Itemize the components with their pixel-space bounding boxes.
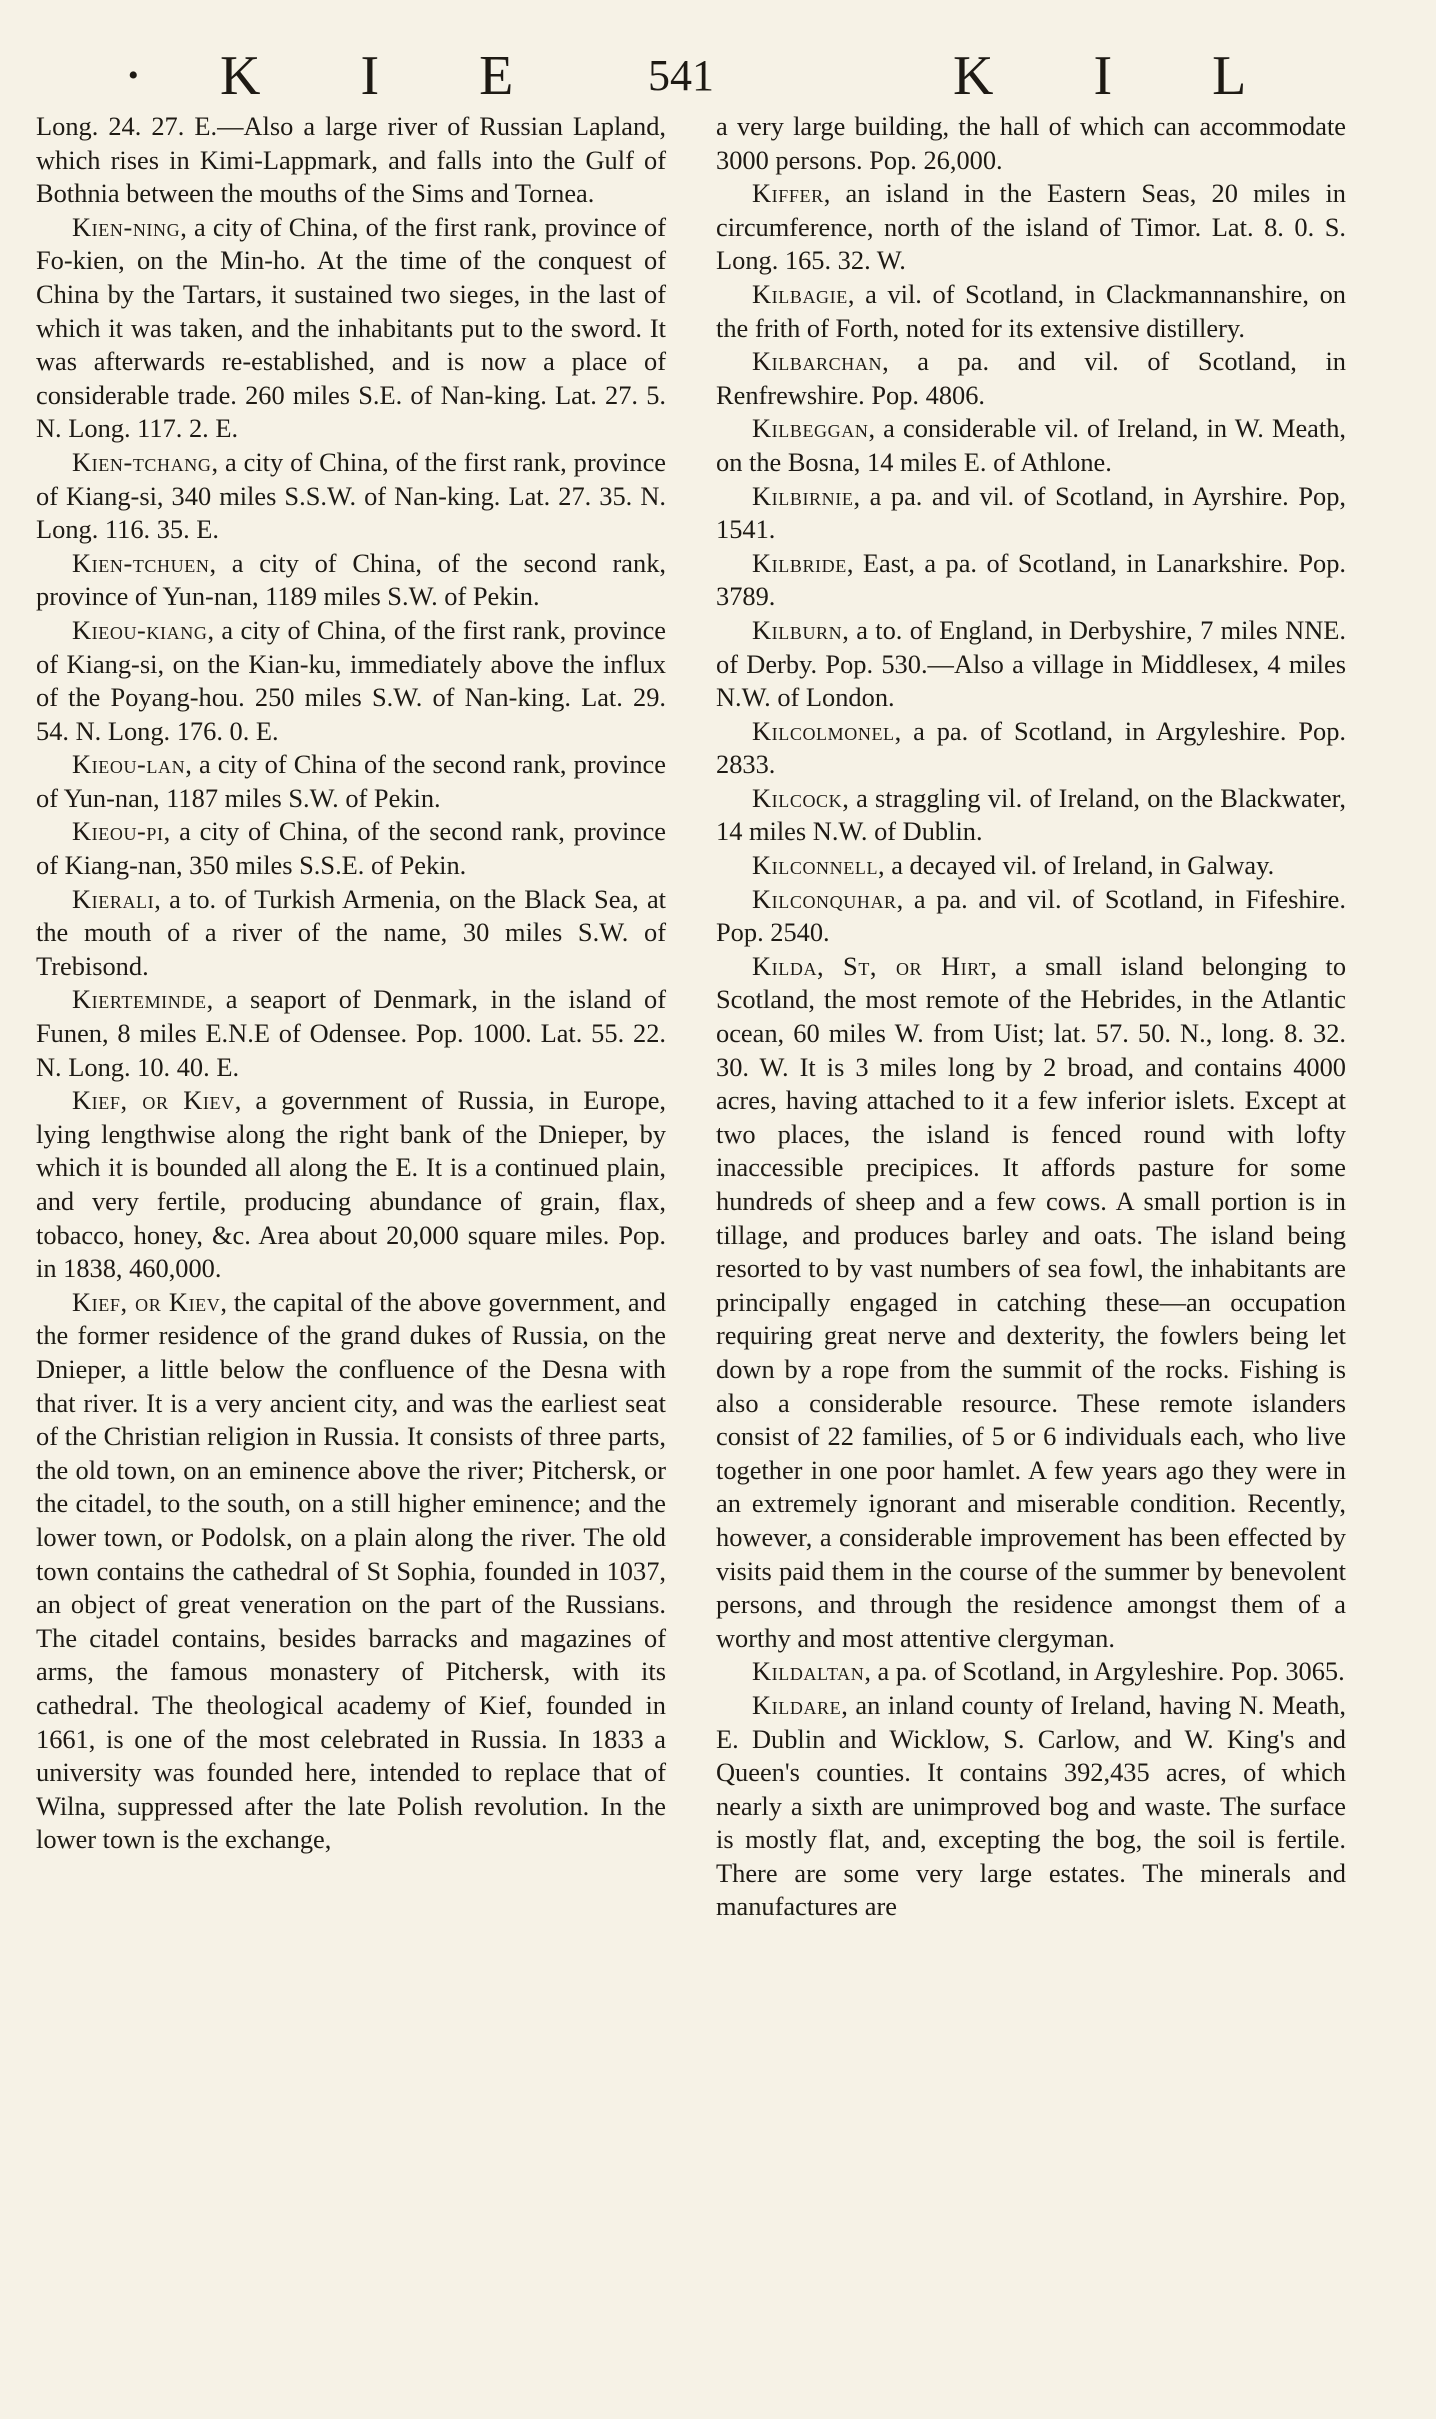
entry bbox=[716, 883, 1346, 950]
entry-body: Long. 24. 27. E.—Also a large river of Russian Lapland, which rises in Kimi-Lappmark, and falls into the Gulf of Bothnia between the mouths of the Sims and Tornea. bbox=[36, 111, 666, 209]
entry-headword: Kilburn bbox=[752, 614, 843, 645]
entry-body: , a to. of England, in Derbyshire, 7 miles NNE. of Derby. Pop. 530.—Also a village in Middlesex, 4 miles N.W. of London. bbox=[716, 614, 1346, 713]
running-head bbox=[36, 46, 1350, 106]
entry-body: a very large building, the hall of which can accommodate 3000 persons. Pop. 26,000. bbox=[716, 111, 1346, 175]
right-column bbox=[716, 110, 1346, 1924]
entry bbox=[36, 211, 666, 446]
entry-body: , a city of China, of the first rank, province of Fo-kien, on the Min-ho. At the time of the conquest of China by the Tartars, it sustained two sieges, in the last of which it was taken, and the inhabitants put to the sword. It was afterwards re-established, and is now a place of considerable trade. 260 miles S.E. of Nan-king. Lat. 27. 5. N. Long. 117. 2. E. bbox=[36, 211, 666, 444]
entry-headword: Kilcock bbox=[752, 782, 843, 813]
entry bbox=[716, 177, 1346, 278]
entry-headword: Kiffer bbox=[752, 178, 824, 209]
entry-body: , a pa. of Scotland, in Argyleshire. Pop. 2833. bbox=[716, 715, 1346, 780]
entry-body: , a pa. and vil. of Scotland, in Fifeshire. Pop. 2540. bbox=[716, 883, 1346, 948]
entry-body: , a city of China of the second rank, province of Yun-nan, 1187 miles S.W. of Pekin. bbox=[36, 749, 666, 813]
entry-headword: Kilda, St, or Hirt bbox=[752, 950, 991, 981]
entry-headword: Kilbagie bbox=[752, 278, 848, 309]
entry-body: , a vil. of Scotland, in Clackmannanshire, on the frith of Forth, noted for its extensive distillery. bbox=[716, 278, 1346, 343]
entry bbox=[36, 547, 666, 614]
entry-headword: Kierali bbox=[72, 883, 155, 914]
entry bbox=[36, 983, 666, 1084]
entry-headword: Kildare bbox=[752, 1689, 842, 1720]
entry-headword: Kieou-pi bbox=[72, 816, 164, 847]
entry-body: , a to. of Turkish Armenia, on the Black Sea, at the mouth of a river of the name, 30 miles S.W. of Trebisond. bbox=[36, 883, 666, 981]
entry bbox=[716, 345, 1346, 412]
entry-body: , a straggling vil. of Ireland, on the Blackwater, 14 miles N.W. of Dublin. bbox=[716, 782, 1346, 847]
entry-body: , a city of China, of the first rank, province of Kiang-si, on the Kian-ku, immediately above the influx of the Poyang-hou. 250 miles S.W. of Nan-king. Lat. 29. 54. N. Long. 176. 0. E. bbox=[36, 614, 666, 746]
entry bbox=[716, 782, 1346, 849]
entry bbox=[716, 278, 1346, 345]
running-head-right: K I L bbox=[953, 45, 1275, 107]
entry-body: , an inland county of Ireland, having N. Meath, E. Dublin and Wicklow, S. Carlow, and W. King's and Queen's counties. It contains 392,435 acres, of which nearly a sixth are unimproved bog and waste. The surface is mostly flat, and, excepting the bog, the soil is fertile. There are some very large estates. The minerals and manufactures are bbox=[716, 1689, 1346, 1922]
entry-body: , a pa. and vil. of Scotland, in Renfrewshire. Pop. 4806. bbox=[716, 346, 1346, 410]
entry bbox=[36, 446, 666, 547]
entry-headword: Kilconnell bbox=[752, 850, 879, 881]
entry-body: , a pa. and vil. of Scotland, in Ayrshire. Pop, 1541. bbox=[716, 480, 1346, 545]
entry-headword: Kieou-kiang bbox=[72, 614, 208, 645]
entry-headword: Kilbirnie bbox=[752, 480, 854, 511]
entry-headword: Kilbeggan bbox=[752, 413, 869, 444]
entry-body: , a city of China, of the second rank, province of Kiang-nan, 350 miles S.S.E. of Pekin. bbox=[36, 816, 666, 881]
page-number: 541 bbox=[648, 51, 714, 100]
entry-headword: Kilcolmonel bbox=[752, 715, 895, 746]
entry bbox=[716, 412, 1346, 479]
entry bbox=[36, 748, 666, 815]
entry-body: , an island in the Eastern Seas, 20 miles in circumference, north of the island of Timor. Lat. 8. 0. S. Long. 165. 32. W. bbox=[716, 178, 1346, 276]
ornament-dot: • bbox=[128, 59, 139, 92]
entry-body: , the capital of the above government, and the former residence of the grand dukes of Russia, on the Dnieper, a little below the confluence of the Desna with that river. It is a very ancient city, and was the earliest seat of the Christian religion in Russia. It consists of three parts, the old town, on an eminence above the river; Pitchersk, or the citadel, to the south, on a still higher eminence; and the lower town, or Podolsk, on a plain along the river. The old town contains the cathedral of St Sophia, founded in 1037, an object of great veneration on the part of the Russians. The citadel contains, besides barracks and magazines of arms, the famous monastery of Pitchersk, with its cathedral. The theological academy of Kief, founded in 1661, is one of the most celebrated in Russia. In 1833 a university was founded here, intended to replace that of Wilna, suppressed after the late Polish revolution. In the lower town is the exchange, bbox=[36, 1286, 666, 1855]
entry bbox=[36, 110, 666, 211]
entry-headword: Kilbride bbox=[752, 547, 847, 578]
entry-headword: Kief, or Kiev bbox=[72, 1286, 221, 1317]
entry bbox=[716, 614, 1346, 715]
entry-headword: Kildaltan bbox=[752, 1656, 865, 1687]
entry-headword: Kilbarchan bbox=[752, 346, 883, 377]
entry bbox=[716, 1689, 1346, 1924]
entry-body: , a pa. of Scotland, in Argyleshire. Pop. 3065. bbox=[864, 1656, 1345, 1687]
entry-headword: Kierteminde bbox=[72, 984, 207, 1015]
entry-body: , a considerable vil. of Ireland, in W. Meath, on the Bosna, 14 miles E. of Athlone. bbox=[716, 413, 1346, 477]
entry bbox=[716, 547, 1346, 614]
entry bbox=[36, 614, 666, 748]
entry bbox=[36, 815, 666, 882]
entry bbox=[716, 1655, 1346, 1689]
left-column bbox=[36, 110, 666, 1924]
entry bbox=[716, 480, 1346, 547]
entry bbox=[36, 1286, 666, 1857]
entry-headword: Kien-ning bbox=[72, 211, 181, 242]
entry-body: , a city of China, of the second rank, province of Yun-nan, 1189 miles S.W. of Pekin. bbox=[36, 547, 666, 612]
entry bbox=[36, 1084, 666, 1286]
entry-headword: Kief, or Kiev bbox=[72, 1085, 235, 1116]
entry bbox=[716, 849, 1346, 883]
entry-body: , East, a pa. of Scotland, in Lanarkshire. Pop. 3789. bbox=[716, 547, 1346, 612]
entry-headword: Kilconquhar bbox=[752, 883, 897, 914]
entry bbox=[36, 883, 666, 984]
entry bbox=[716, 110, 1346, 177]
entry bbox=[716, 715, 1346, 782]
entry-body: , a seaport of Denmark, in the island of Funen, 8 miles E.N.E of Odensee. Pop. 1000. Lat. 55. 22. N. Long. 10. 40. E. bbox=[36, 984, 666, 1082]
entry-headword: Kien-tchuen bbox=[72, 547, 210, 578]
entry-headword: Kien-tchang bbox=[72, 446, 212, 477]
entry-body: , a city of China, of the first rank, province of Kiang-si, 340 miles S.S.W. of Nan-king. Lat. 27. 35. N. Long. 116. 35. E. bbox=[36, 446, 666, 545]
entry-body: , a decayed vil. of Ireland, in Galway. bbox=[878, 850, 1275, 881]
entry-body: , a small island belonging to Scotland, the most remote of the Hebrides, in the Atlantic ocean, 60 miles W. from Uist; lat. 57. 50. N., long. 8. 32. 30. W. It is 3 miles long by 2 broad, and contains 4000 acres, having attached to it a few inferior islets. Except at two places, the island is fenced round with lofty inaccessible precipices. It affords pasture for some hundreds of sheep and a few cows. A small portion is in tillage, and produces barley and oats. The island being resorted to by vast numbers of sea fowl, the inhabitants are principally engaged in catching these—an occupation requiring great nerve and dexterity, the fowlers being let down by a rope from the summit of the rocks. Fishing is also a considerable resource. These remote islanders consist of 22 families, of 5 or 6 individuals each, who live together in one poor hamlet. A few years ago they were in an extremely ignorant and miserable condition. Recently, however, a considerable improvement has been effected by visits paid them in the course of the summer by benevolent persons, and through the residence amongst them of a worthy and most attentive clergyman. bbox=[716, 950, 1347, 1653]
running-head-left: K I E bbox=[220, 45, 542, 107]
text-columns bbox=[36, 110, 1346, 1924]
entry bbox=[716, 950, 1346, 1655]
entry-body: , a government of Russia, in Europe, lying lengthwise along the right bank of the Dnieper, by which it is bounded all along the E. It is a continued plain, and very fertile, producing abundance of grain, flax, tobacco, honey, &c. Area about 20,000 square miles. Pop. in 1838, 460,000. bbox=[36, 1085, 667, 1284]
entry-headword: Kieou-lan bbox=[72, 749, 186, 780]
